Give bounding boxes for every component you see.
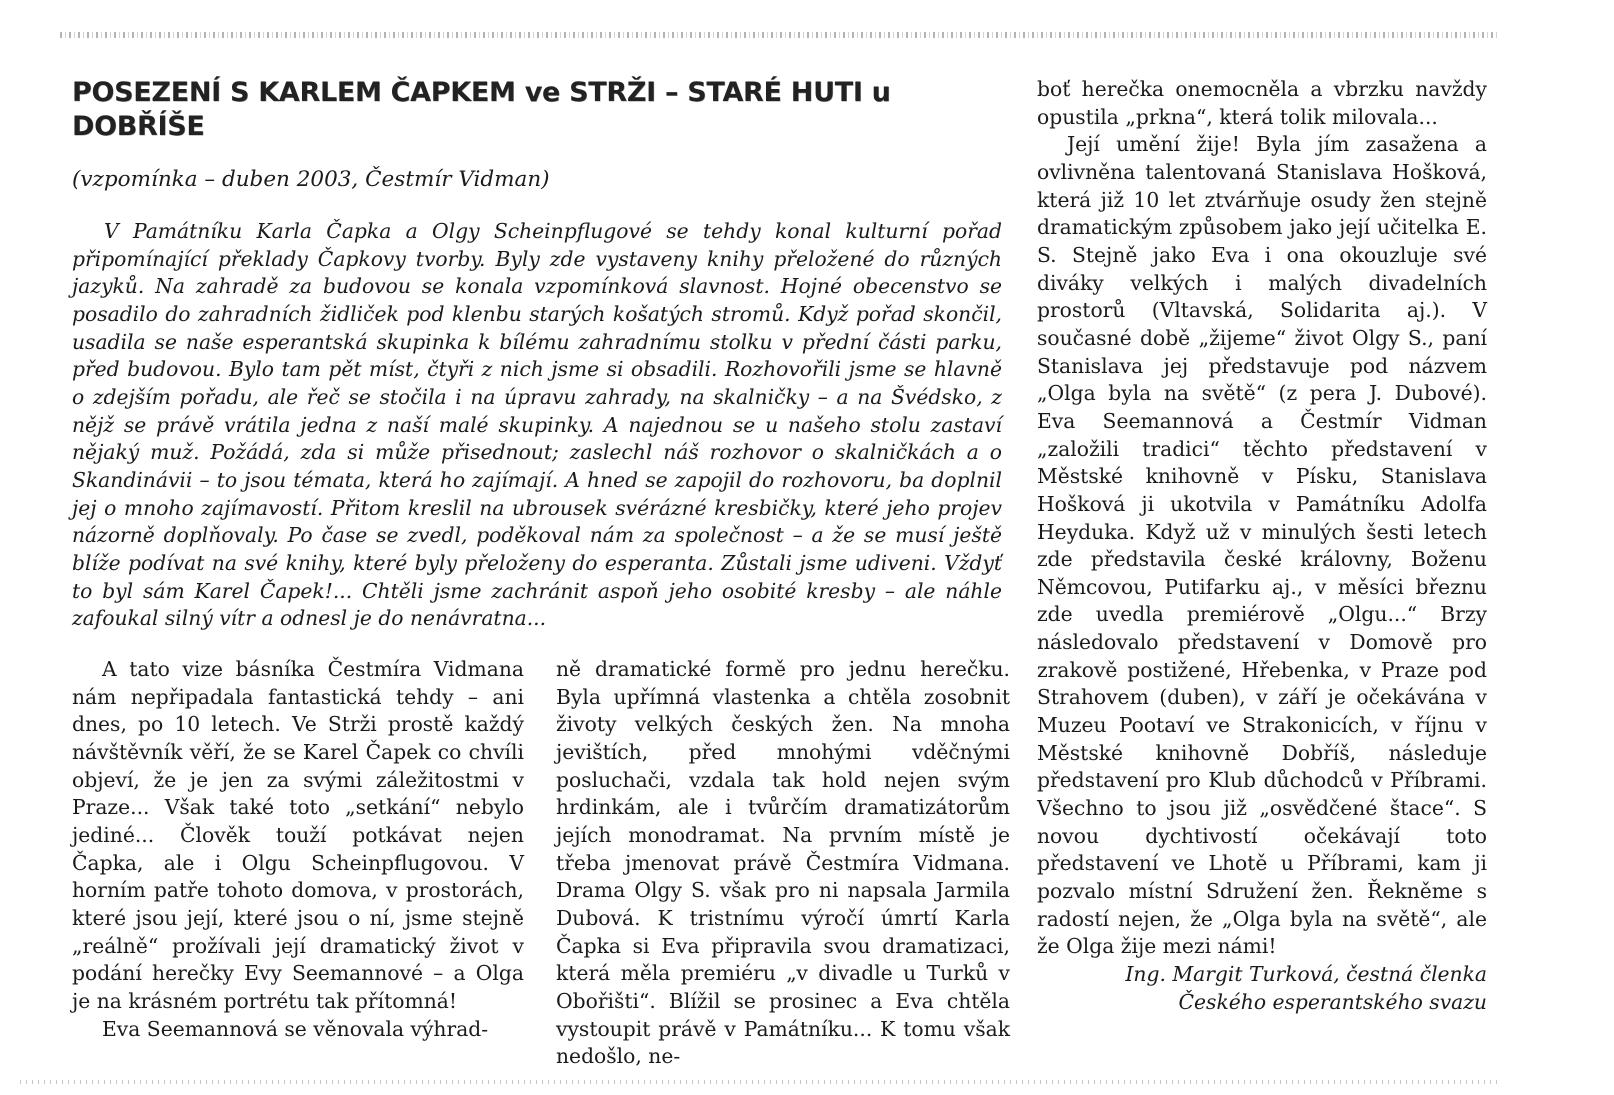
left-paragraph-1: A tato vize básníka Čestmíra Vidmana nám nepřipadala fantastická tehdy – ani dnes, po 10 letech. Ve Strži prostě každý návštěvník věří, že se Karel Čapek co chvíli objeví, že je jen za svými záležitostmi v Praze... Však také toto „setkání“ nebylo jediné... Člověk touží potkávat nejen Čapka, ale i Olgu Scheinpflugovou. V horním patře tohoto domova, v prostorách, které jsou její, které jsou o ní, jsme stejně „reálně“ prožívali její dramatický život v podání herečky Evy Seemannové – a Olga je na krásném portrétu tak přítomná! xyxy=(72,657,524,1013)
article-headline: POSEZENÍ S KARLEM ČAPKEM ve STRŽI – STARÉ HUTI u DOBŘÍŠE xyxy=(72,77,891,142)
intro-paragraph xyxy=(72,218,1002,633)
middle-column xyxy=(556,656,1010,1071)
scan-edge-top xyxy=(60,32,1500,38)
middle-paragraph-1: ně dramatické formě pro jednu herečku. Byla upřímná vlastenka a chtěla zosobnit životy velkých českých žen. Na mnoha jevištích, před mnohými vděčnými posluchači, vzdala tak hold nejen svým hrdinkám, ale i tvůrčím dramatizátorům jejích monodramat. Na prvním místě je třeba jmenovat právě Čestmíra Vidmana. Drama Olgy S. však pro ni napsala Jarmila Dubová. K tristnímu výročí úmrtí Karla Čapka si Eva připravila svou dramatizaci, která měla premiéru „v divadle u Turků v Obořišti“. Blížil se prosinec a Eva chtěla vystoupit právě v Památníku... K tomu však nedošlo, ne- xyxy=(556,657,1010,1069)
left-paragraph-2: Eva Seemannová se věnovala výhrad- xyxy=(102,1016,489,1041)
signature-line-1: Ing. Margit Turková, čestná členka xyxy=(1125,962,1487,986)
left-column xyxy=(72,656,524,1043)
right-paragraph-2: Její umění žije! Byla jím zasažena a ovlivněna talentovaná Stanislava Hošková, která již 10 let ztvárňuje osudy žen stejně dramatickým způsobem jako její učitelka E. S. Stejně jako Eva i ona okouzluje své diváky velkých i malých divadelních prostorů (Vltavská, Solidarita aj.). V současné době „žijeme“ život Olgy S., paní Stanislava jej představuje pod názvem „Olga byla na světě“ (z pera J. Dubové). Eva Seemannová a Čestmír Vidman „založili tradici“ těchto představení v Městské knihovně v Písku, Stanislava Hošková ji ukotvila v Památníku Adolfa Heyduka. Když už v minulých šesti letech zde představila české královny, Boženu Němcovou, Putifarku aj., v měsíci březnu zde uvedla premiérově „Olgu...“ Brzy následovalo představení v Domově pro zrakově postižené, Hřebenka, v Praze pod Strahovem (duben), v září je očekávána v Muzeu Pootaví ve Strakonicích, v říjnu v Městské knihovně Dobříš, následuje představení pro Klub důchodců v Příbrami. Všechno to jsou již „osvědčené štace“. S novou dychtivostí očekávají toto představení ve Lhotě u Příbrami, kam ji pozvalo místní Sdružení žen. Řekněme s radostí nejen, že „Olga byla na světě“, ale že Olga žije mezi námi! xyxy=(1037,132,1487,959)
right-column xyxy=(1037,76,1487,1016)
article-subtitle: (vzpomínka – duben 2003, Čestmír Vidman) xyxy=(72,167,550,192)
signature xyxy=(1037,961,1487,1016)
signature-line-2: Českého esperantského svazu xyxy=(1178,989,1487,1014)
right-paragraph-1: boť herečka onemocněla a vbrzku navždy opustila „prkna“, která tolik milovala... xyxy=(1037,77,1487,129)
intro-text: V Památníku Karla Čapka a Olgy Scheinpflugové se tehdy konal kulturní pořad připomínající překlady Čapkovy tvorby. Byly zde vystaveny knihy přeložené do různých jazyků. Na zahradě za budovou se konala vzpomínková slavnost. Hojné obecenstvo se posadilo do zahradních židliček pod klenbu starých košatých stromů. Když pořad skončil, usadila se naše esperantská skupinka k bílému zahradnímu stolku v přední části parku, před budovou. Bylo tam pět míst, čtyři z nich jsme si obsadili. Rozhovořili jsme se hlavně o zdejším pořadu, ale řeč se stočila i na úpravu zahrady, na skalničky – a na Švédsko, z nějž se právě vrátila jedna z naší malé skupinky. A najednou se u našeho stolu zastaví nějaký muž. Požádá, zda si může přisednout; zaslechl náš rozhovor o skalničkách a o Skandinávii – to jsou témata, která ho zajímají. A hned se zapojil do rozhovoru, ba doplnil jej o mnoho zajímavostí. Přitom kreslil na ubrousek svérázné kresbičky, které jeho projev názorně doplňovaly. Po čase se zvedl, poděkoval nám za společnost – a že se musí ještě blíže podívat na své knihy, které byly přeloženy do esperanta. Zůstali jsme udiveni. Vždyť to byl sám Karel Čapek!... Chtěli jsme zachránit aspoň jeho osobité kresby – ale náhle zafoukal silný vítr a odnesl je do nenávratna... xyxy=(72,219,1002,631)
scan-edge-bottom xyxy=(20,1080,1500,1084)
